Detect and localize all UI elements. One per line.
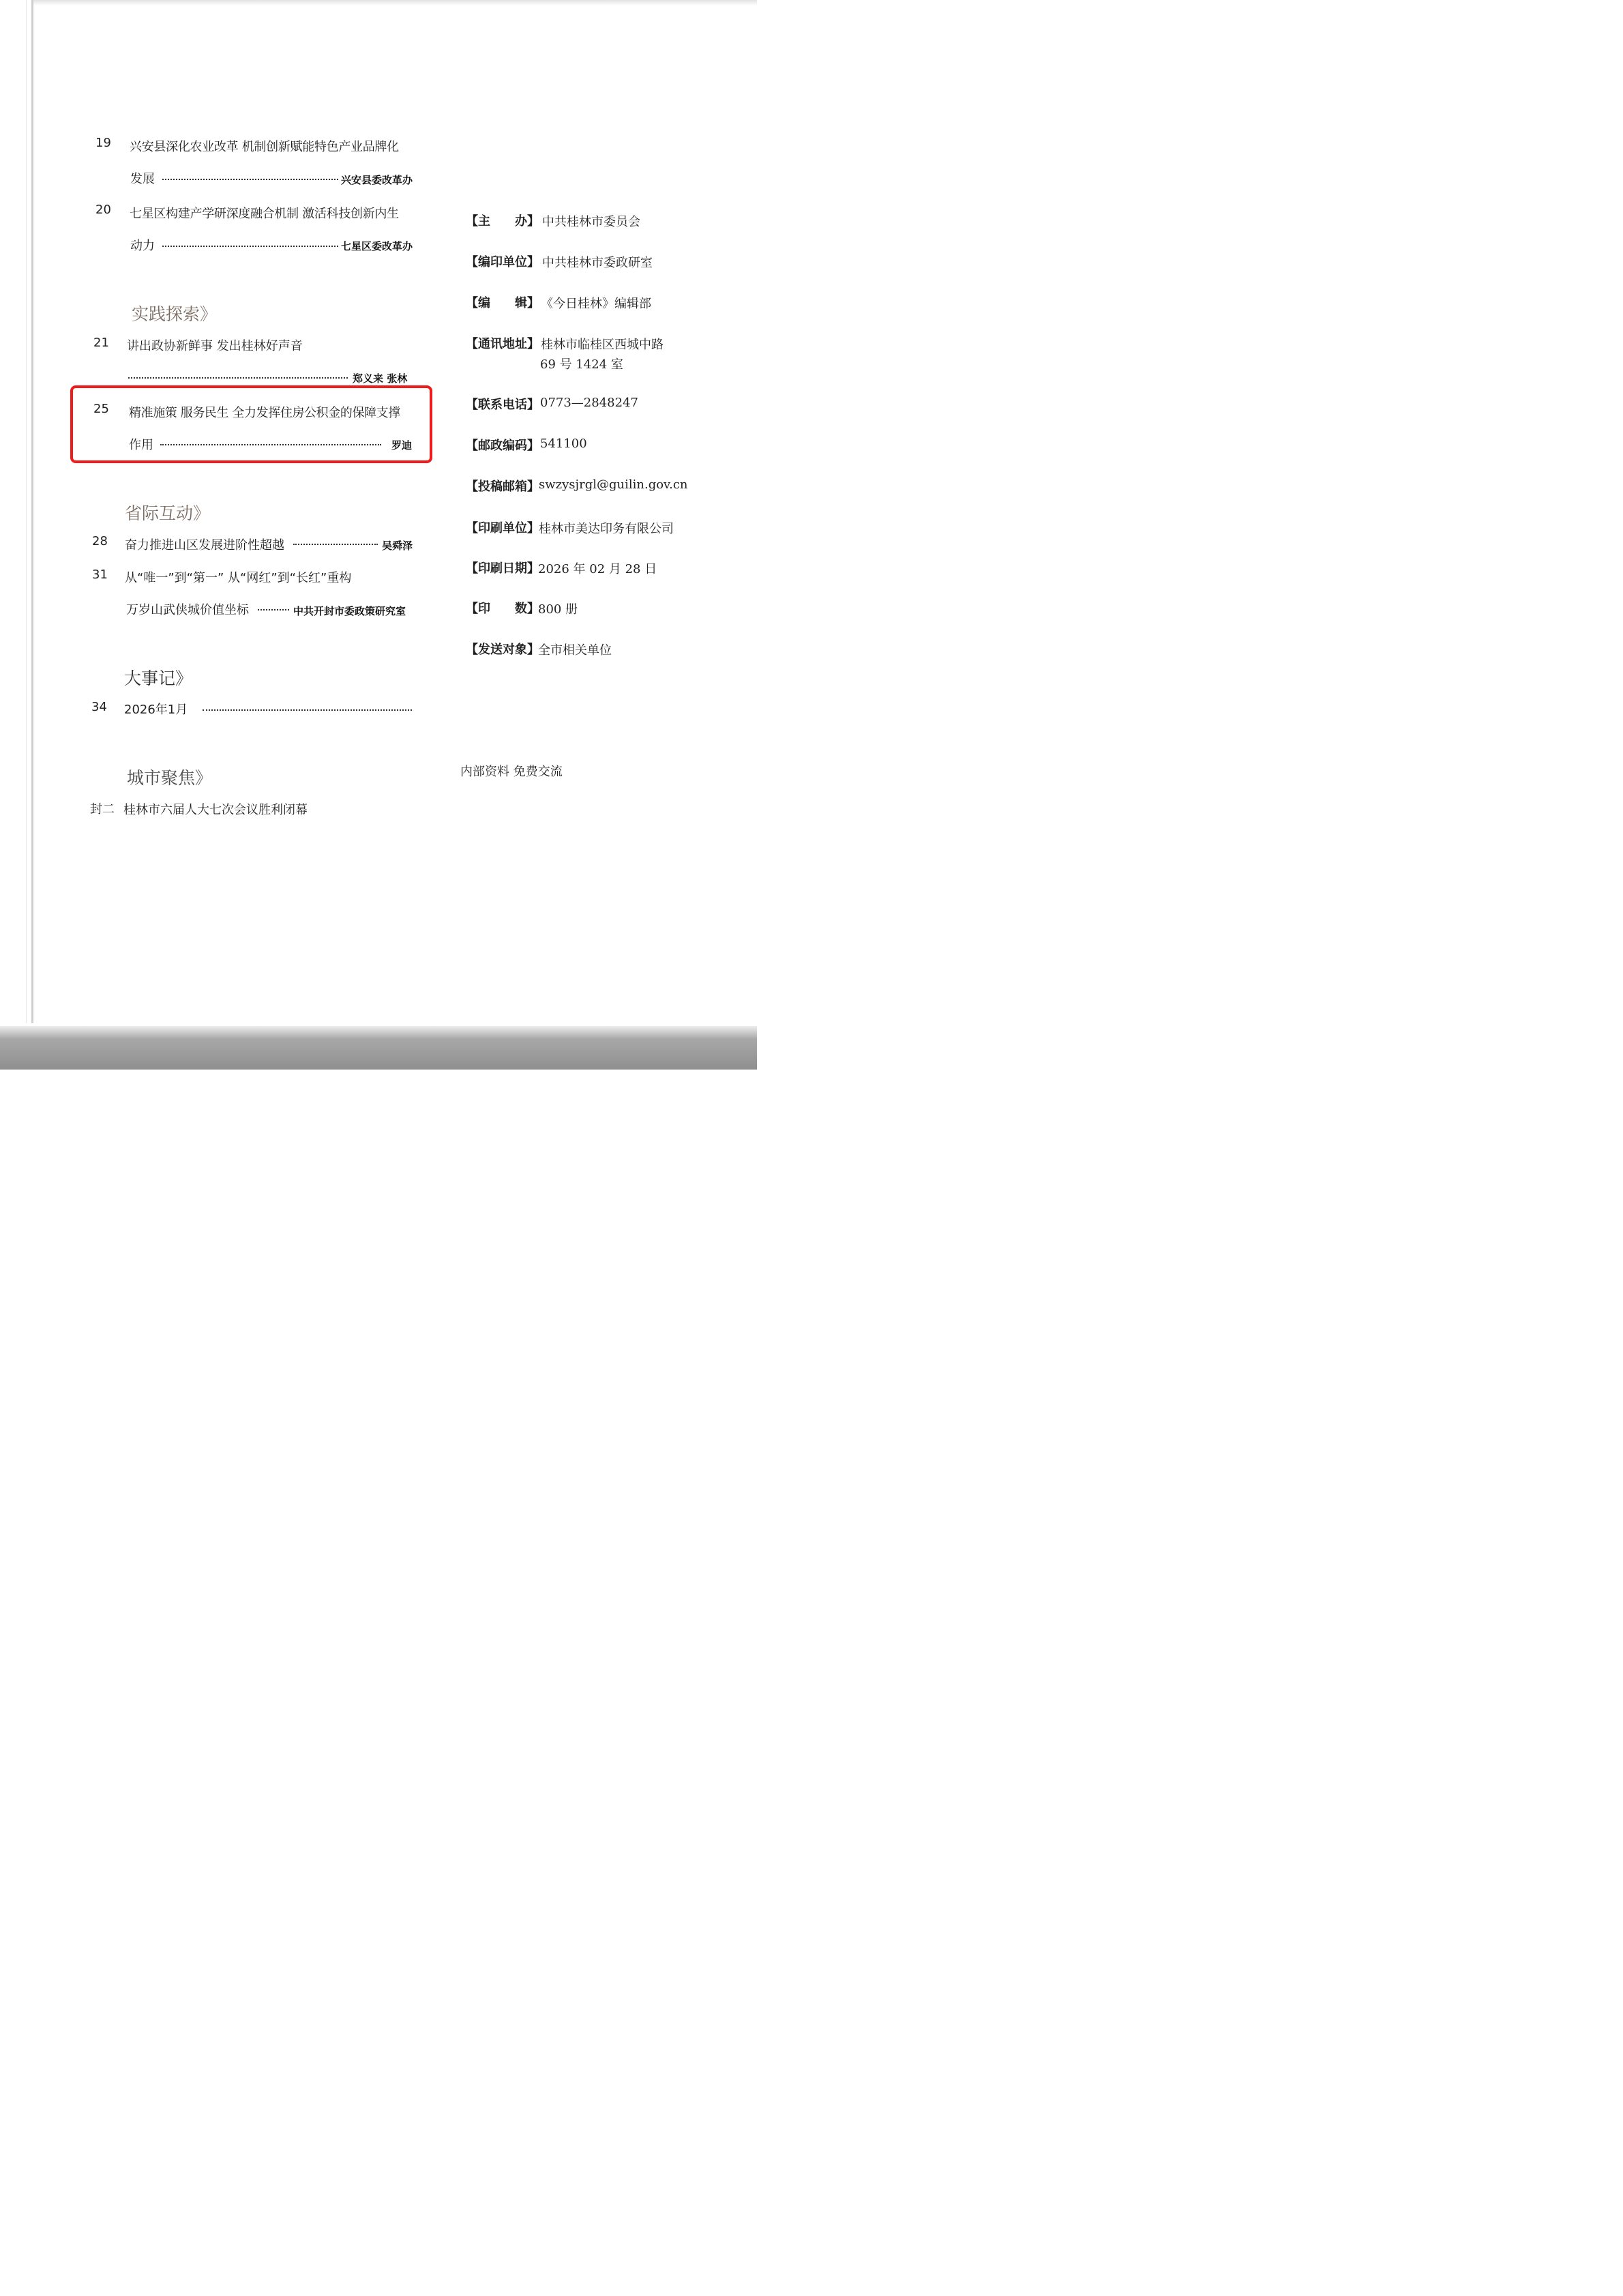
info-host-label: 【主 办】 [466, 214, 539, 229]
section-title-interprovincial: 省际互动》 [125, 503, 211, 523]
info-printing-unit-value: 桂林市美达印务有限公司 [539, 522, 674, 536]
section-title-city: 城市聚焦》 [127, 768, 213, 788]
info-postcode-label: 【邮政编码】 [466, 439, 539, 453]
info-copies-value: 800 册 [538, 602, 578, 617]
section-title-events: 大事记》 [124, 668, 193, 688]
info-phone-label: 【联系电话】 [466, 398, 539, 412]
toc-page-cover2: 封二 [90, 802, 115, 816]
info-recipients-value: 全市相关单位 [538, 643, 612, 658]
toc-title-25-line2: 作用 [129, 438, 153, 452]
toc-page-25: 25 [93, 402, 109, 416]
toc-title-19-line2: 发展 [130, 172, 155, 186]
info-recipients-label: 【发送对象】 [466, 643, 539, 657]
info-address-value: 桂林市临桂区西城中路 [541, 338, 664, 352]
info-address-value-2: 69 号 1424 室 [540, 357, 623, 372]
toc-page-34: 34 [91, 700, 107, 714]
toc-title-cover2: 桂林市六届人大七次会议胜利闭幕 [123, 803, 308, 817]
info-phone-value: 0773—2848247 [540, 396, 638, 410]
internal-use-note: 内部资料 免费交流 [460, 765, 563, 779]
toc-title-20-line1: 七星区构建产学研深度融合机制 激活科技创新内生 [130, 207, 399, 221]
info-printer-unit-label: 【编印单位】 [466, 255, 539, 269]
info-address-label: 【通讯地址】 [466, 337, 539, 351]
toc-title-31-line1: 从“唯一”到“第一” 从“网红”到“长红”重构 [125, 571, 352, 585]
toc-leader-34 [203, 709, 412, 711]
info-email-label: 【投稿邮箱】 [466, 480, 539, 494]
toc-author-19: 兴安县委改革办 [341, 174, 413, 186]
scan-edge-left [31, 0, 33, 1023]
scan-edge-bottom [0, 1026, 757, 1070]
toc-page-28: 28 [92, 534, 108, 548]
toc-page-20: 20 [95, 203, 111, 217]
info-host-value: 中共桂林市委员会 [542, 215, 640, 229]
scan-edge-left-faint [26, 0, 27, 1023]
toc-title-28: 奋力推进山区发展进阶性超越 [125, 538, 284, 553]
toc-leader-20 [162, 246, 338, 247]
toc-title-20-line2: 动力 [130, 239, 155, 253]
toc-author-28: 吴舜泽 [382, 540, 413, 552]
toc-author-25: 罗迪 [391, 439, 413, 452]
info-postcode-value: 541100 [540, 437, 587, 451]
toc-page-21: 21 [93, 336, 109, 350]
info-print-date-value: 2026 年 02 月 28 日 [538, 562, 657, 576]
info-printer-unit-value: 中共桂林市委政研室 [542, 256, 653, 270]
info-copies-label: 【印 数】 [466, 602, 539, 616]
toc-title-34: 2026年1月 [124, 703, 188, 717]
section-title-practice: 实践探索》 [132, 304, 218, 324]
toc-leader-19 [162, 179, 338, 180]
toc-leader-25 [160, 444, 381, 445]
toc-page-19: 19 [95, 136, 111, 150]
toc-title-25-line1: 精准施策 服务民生 全力发挥住房公积金的保障支撑 [129, 406, 400, 420]
toc-author-21: 郑义来 张林 [353, 372, 408, 385]
toc-title-21: 讲出政协新鲜事 发出桂林好声音 [127, 339, 303, 353]
toc-author-20: 七星区委改革办 [341, 240, 413, 252]
info-email-value: swzysjrgl@guilin.gov.cn [539, 477, 688, 492]
info-printing-unit-label: 【印刷单位】 [466, 521, 539, 535]
toc-leader-28 [293, 544, 378, 545]
highlight-box [70, 385, 432, 463]
info-editor-label: 【编 辑】 [466, 296, 539, 310]
toc-title-19-line1: 兴安县深化农业改革 机制创新赋能特色产业品牌化 [130, 140, 399, 154]
info-editor-value: 《今日桂林》编辑部 [541, 297, 651, 311]
scan-edge-top [31, 0, 757, 5]
toc-page-31: 31 [92, 568, 108, 582]
toc-title-31-line2: 万岁山武侠城价值坐标 [126, 603, 249, 617]
info-print-date-label: 【印刷日期】 [466, 561, 539, 576]
toc-leader-31 [258, 609, 289, 610]
toc-author-31: 中共开封市委政策研究室 [293, 605, 406, 617]
toc-leader-21 [128, 377, 348, 379]
